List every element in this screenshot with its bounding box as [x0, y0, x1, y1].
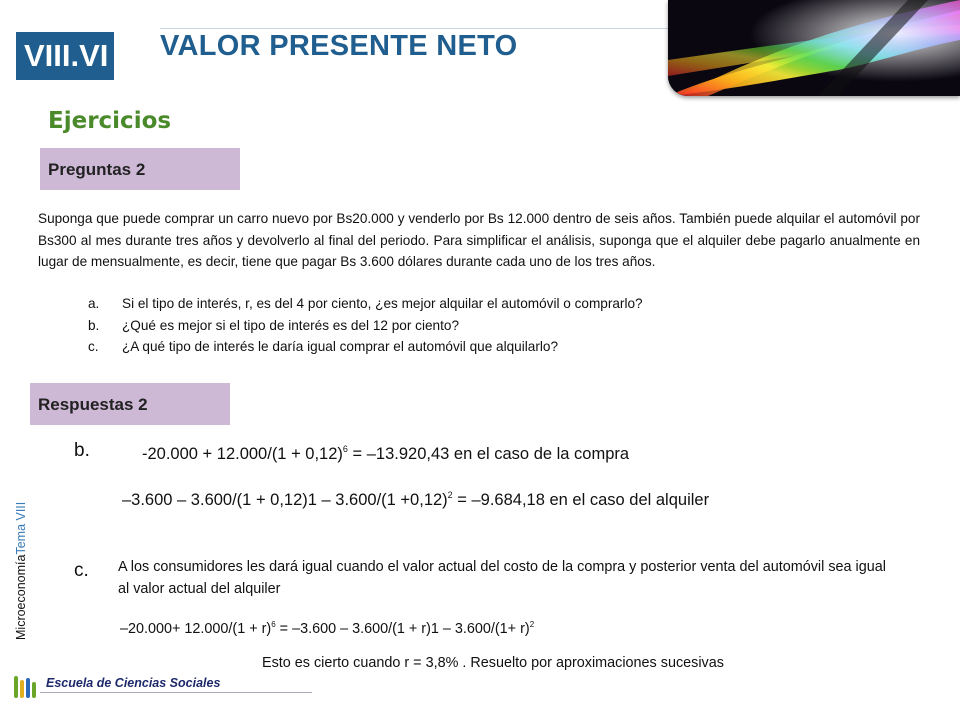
equation-result: = –13.920,43 en el caso de la compra: [347, 445, 630, 463]
course-name: Microeconomía: [14, 554, 28, 640]
questions-label: Preguntas 2: [40, 148, 240, 190]
spectrum-light-image: [668, 0, 960, 96]
equation-main: –20.000+ 12.000/(1 + r): [120, 621, 272, 637]
question-list: [88, 293, 868, 358]
list-item-letter: b.: [88, 317, 100, 333]
list-item: [88, 315, 868, 337]
title-rule: [160, 28, 670, 29]
answer-b-letter: b.: [74, 440, 90, 461]
equation-main: –3.600 – 3.600/(1 + 0,12)1 – 3.600/(1 +0,12): [122, 491, 448, 509]
school-name: Escuela de Ciencias Sociales: [46, 676, 221, 690]
answer-b-rental-equation: [122, 490, 709, 510]
answer-c-text: A los consumidores les dará igual cuando el valor actual del costo de la compra y posterior venta del automóvil sea igual al valor actual del alquiler: [118, 559, 886, 597]
list-item: [88, 293, 868, 315]
school-logo-icon: [12, 672, 40, 700]
answer-c-conclusion: Esto es cierto cuando r = 3,8% . Resuelto por aproximaciones sucesivas: [262, 655, 724, 671]
section-subtitle: Ejercicios: [48, 108, 172, 134]
answers-label: Respuestas 2: [30, 383, 230, 425]
equation-main: -20.000 + 12.000/(1 + 0,12): [142, 445, 343, 463]
list-item-text: ¿Qué es mejor si el tipo de interés es del 12 por ciento?: [122, 317, 460, 333]
list-item: [88, 336, 868, 358]
equation-middle: = –3.600 – 3.600/(1 + r)1 – 3.600/(1+ r): [275, 621, 530, 637]
equation-result: = –9.684,18 en el caso del alquiler: [452, 491, 710, 509]
list-item-letter: a.: [88, 296, 100, 311]
equation-exponent: 2: [529, 620, 535, 629]
equation-exponent: 2: [447, 490, 453, 500]
topic-name: Tema VIII: [14, 501, 28, 555]
question-paragraph: Suponga que puede comprar un carro nuevo por Bs20.000 y venderlo por Bs 12.000 dentro de seis años. También puede alquilar el automóvil por Bs300 al mes durante tres años y devolverlo al final del periodo. Para simplificar el análisis, suponga que el alquiler debe pagarlo anualmente en lugar de mensualmente, es decir, tiene que pagar Bs 3.600 dólares durante cada uno de los tres años.: [38, 211, 920, 269]
list-item-text: ¿A qué tipo de interés le daría igual comprar el automóvil que alquilarlo?: [122, 339, 559, 354]
footer-rule: [40, 692, 312, 693]
header-image: [668, 0, 960, 96]
section-tag: VIII.VI: [16, 32, 114, 80]
equation-exponent: 6: [271, 620, 276, 629]
answer-b-purchase-equation: [142, 444, 629, 464]
answer-c-letter: c.: [74, 560, 89, 581]
equation-exponent: 6: [342, 444, 348, 454]
vertical-course-label: [14, 502, 28, 640]
answer-c-equation: [120, 614, 534, 640]
list-item-letter: c.: [88, 339, 99, 354]
page-title: VALOR PRESENTE NETO: [160, 30, 518, 62]
list-item-text: Si el tipo de interés, r, es del 4 por ciento, ¿es mejor alquilar el automóvil o comprarlo?: [122, 296, 643, 311]
